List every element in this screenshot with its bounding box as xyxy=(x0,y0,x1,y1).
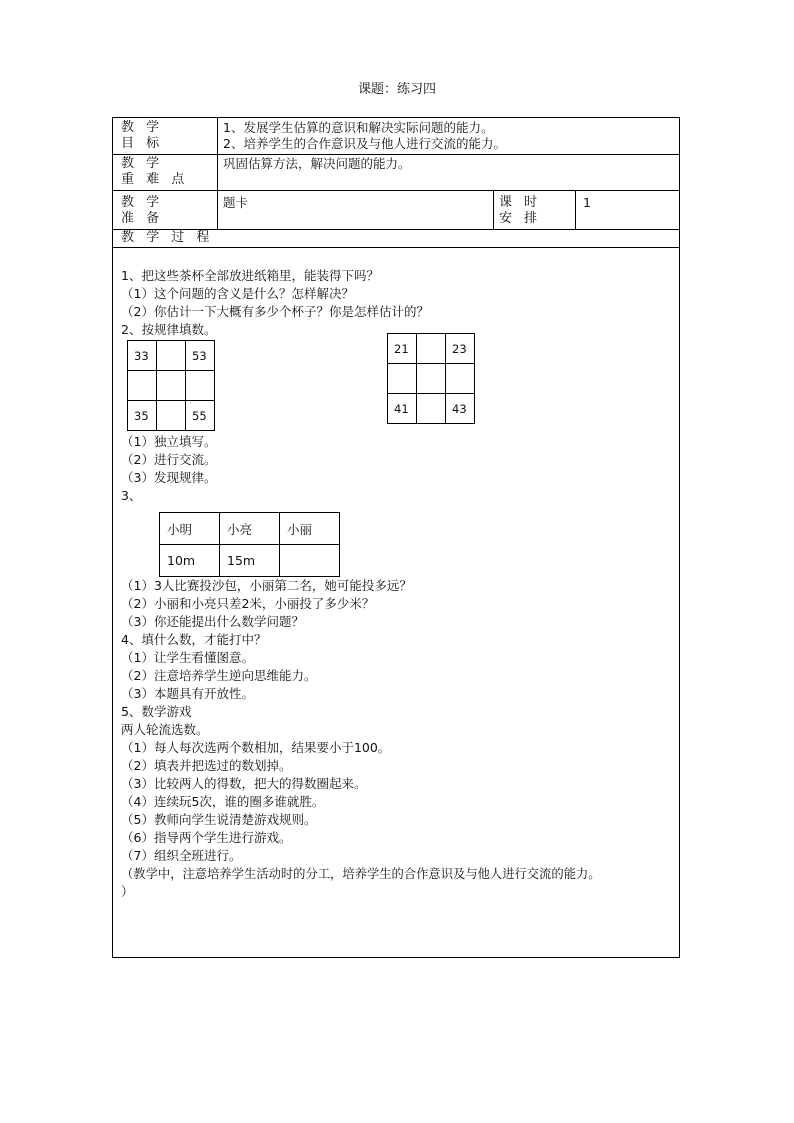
row-divider xyxy=(113,154,679,155)
grid-cell: 41 xyxy=(388,394,417,424)
hours-label-line1: 课 时 xyxy=(499,195,542,210)
grid-cell: 43 xyxy=(446,394,475,424)
grid-cell xyxy=(417,364,446,394)
number-grid-left xyxy=(127,340,215,431)
process-line: （1）每人每次选两个数相加，结果要小于100。 xyxy=(121,740,391,755)
process-line: （2）填表并把选过的数划掉。 xyxy=(121,758,292,773)
process-line: （1）独立填写。 xyxy=(121,434,217,449)
prep-text: 题卡 xyxy=(223,195,249,210)
process-line: （4）连续玩5次，谁的圈多谁就胜。 xyxy=(121,794,325,809)
process-line: 1、把这些茶杯全部放进纸箱里，能装得下吗？ xyxy=(121,268,379,283)
column-divider xyxy=(217,118,218,229)
lesson-plan-table xyxy=(112,117,680,958)
process-line: 3、 xyxy=(121,488,142,503)
prep-label-line2: 准 备 xyxy=(121,211,164,226)
grid-cell: 33 xyxy=(128,341,157,371)
focus-text: 巩固估算方法，解决问题的能力。 xyxy=(223,156,411,171)
table-cell xyxy=(280,545,340,577)
table-cell: 15m xyxy=(220,545,280,577)
process-line: ） xyxy=(121,884,134,899)
column-divider xyxy=(575,190,576,229)
process-line: （6）指导两个学生进行游戏。 xyxy=(121,830,292,845)
table-header-cell: 小丽 xyxy=(280,513,340,545)
process-line: （1）让学生看懂图意。 xyxy=(121,650,254,665)
grid-cell xyxy=(186,371,215,401)
grid-cell xyxy=(388,364,417,394)
process-label: 教 学 过 程 xyxy=(121,230,214,245)
process-line: （2）你估计一下大概有多少个杯子？你是怎样估计的？ xyxy=(121,304,429,319)
grid-cell xyxy=(157,341,186,371)
grid-cell xyxy=(446,364,475,394)
table-cell: 10m xyxy=(160,545,220,577)
goal-item: 1、发展学生估算的意识和解决实际问题的能力。 xyxy=(223,120,494,135)
process-line: （3）发现规律。 xyxy=(121,470,217,485)
table-header-cell: 小亮 xyxy=(220,513,280,545)
process-line: （教学中，注意培养学生活动时的分工，培养学生的合作意识及与他人进行交流的能力。 xyxy=(121,867,601,881)
prep-label-line1: 教 学 xyxy=(121,195,164,210)
process-line: （3）本题具有开放性。 xyxy=(121,686,254,701)
row-divider xyxy=(113,190,679,191)
page-title: 课题：练习四 xyxy=(357,82,436,97)
process-line: （2）进行交流。 xyxy=(121,452,217,467)
focus-label-line1: 教 学 xyxy=(121,156,164,171)
grid-cell xyxy=(157,371,186,401)
grid-cell xyxy=(417,394,446,424)
process-line: 两人轮流选数。 xyxy=(121,722,209,737)
grid-cell xyxy=(417,334,446,364)
process-line: （1）3人比赛投沙包，小丽第二名，她可能投多远？ xyxy=(121,578,412,593)
goal-item: 2、培养学生的合作意识及与他人进行交流的能力。 xyxy=(223,136,506,151)
process-line: （2）小丽和小亮只差2米，小丽投了多少米？ xyxy=(121,596,375,611)
grid-cell: 53 xyxy=(186,341,215,371)
grid-cell: 21 xyxy=(388,334,417,364)
grid-cell: 35 xyxy=(128,401,157,431)
focus-label-line2: 重 难 点 xyxy=(121,172,189,187)
grid-cell: 23 xyxy=(446,334,475,364)
process-line: （3）比较两人的得数，把大的得数圈起来。 xyxy=(121,776,367,791)
number-grid-right xyxy=(387,333,475,424)
row-divider xyxy=(113,247,679,248)
process-line: （1）这个问题的含义是什么？怎样解决？ xyxy=(121,286,354,301)
hours-value: 1 xyxy=(583,195,591,210)
column-divider xyxy=(493,190,494,229)
grid-cell xyxy=(157,401,186,431)
hours-label-line2: 安 排 xyxy=(499,211,542,226)
process-line: 4、填什么数，才能打中？ xyxy=(121,632,267,647)
throw-distance-table xyxy=(159,512,340,577)
process-line: （7）组织全班进行。 xyxy=(121,848,242,863)
goals-label-line2: 目 标 xyxy=(121,136,164,151)
process-line: （3）你还能提出什么数学问题？ xyxy=(121,614,304,629)
process-line: （2）注意培养学生逆向思维能力。 xyxy=(121,668,317,683)
process-line: （5）教师向学生说清楚游戏规则。 xyxy=(121,812,317,827)
goals-label-line1: 教 学 xyxy=(121,120,164,135)
table-header-cell: 小明 xyxy=(160,513,220,545)
process-line: 5、数学游戏 xyxy=(121,704,192,719)
grid-cell: 55 xyxy=(186,401,215,431)
grid-cell xyxy=(128,371,157,401)
process-line: 2、按规律填数。 xyxy=(121,322,217,337)
